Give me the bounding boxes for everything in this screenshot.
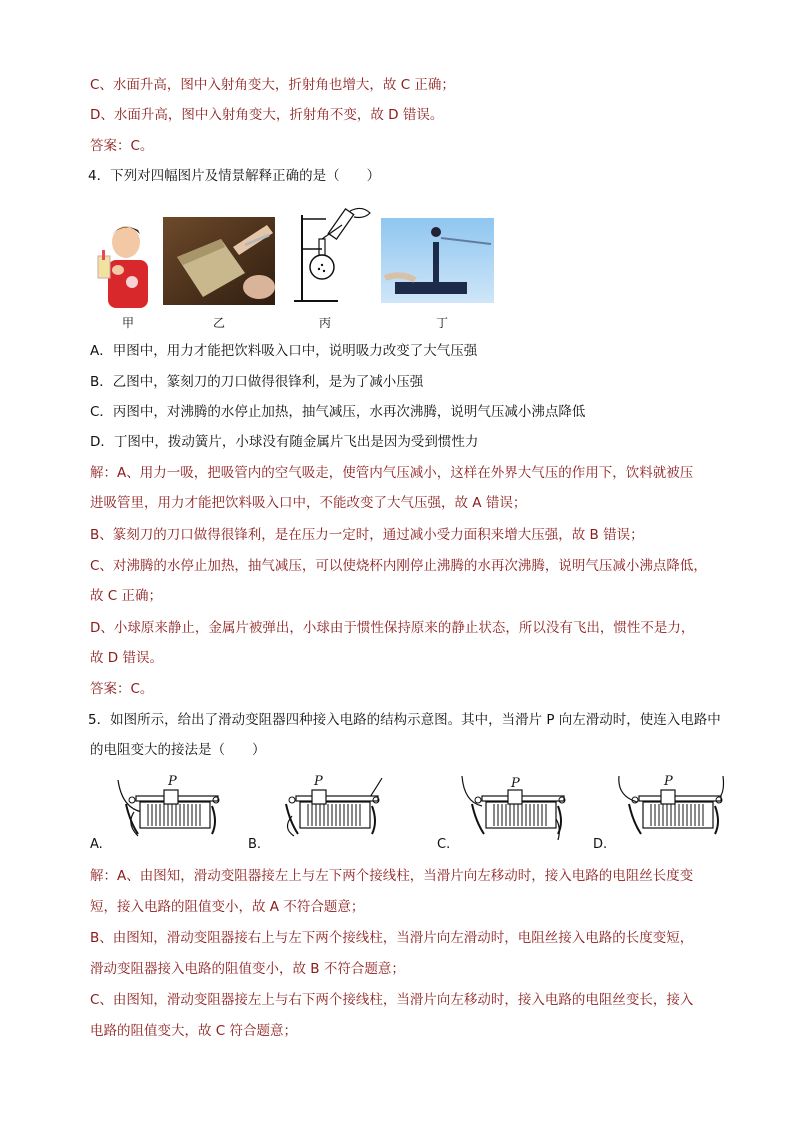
slider-label-d: P [664, 774, 673, 789]
option-5-a-label: A. [90, 837, 103, 852]
caption-jia: 甲 [121, 316, 134, 330]
rheostat-b [272, 772, 384, 842]
caption-yi: 乙 [212, 316, 225, 330]
solution-5-c-line1: C、由图知，滑动变阻器接左上与右下两个接线柱，当滑片向左移动时，接入电路的电阻丝变长，接入 [90, 992, 694, 1008]
slider-label-a: P [168, 774, 177, 789]
option-4-a: A．甲图中，用力才能把饮料吸入口中，说明吸力改变了大气压强 [90, 343, 478, 359]
flask-apparatus-image [292, 205, 376, 305]
solution-4-a-line2: 进吸管里，用力才能把饮料吸入口中，不能改变了大气压强，故 A 错误； [90, 495, 527, 511]
solution-4-a-line1: 解：A、用力一吸，把吸管内的空气吸走，使管内气压减小，这样在外界大气压的作用下，饮料就被压 [90, 465, 694, 481]
seal-carving-image [163, 217, 275, 305]
prev-answer: 答案：C。 [90, 138, 154, 154]
solution-4-d-line2: 故 D 错误。 [90, 650, 163, 666]
solution-5-b-line1: B、由图知，滑动变阻器接右上与左下两个接线柱，当滑片向左滑动时，电阻丝接入电路的长度变短， [90, 930, 694, 946]
answer-4: 答案：C。 [90, 681, 154, 697]
boy-drinking-image [92, 220, 152, 308]
slider-label-c: P [511, 776, 520, 791]
solution-4-c-line2: 故 C 正确； [90, 588, 163, 604]
caption-ding: 丁 [435, 316, 448, 330]
solution-5-b-line2: 滑动变阻器接入电路的阻值变小，故 B 不符合题意； [90, 961, 405, 977]
option-4-c: C．丙图中，对沸腾的水停止加热，抽气减压，水再次沸腾，说明气压减小沸点降低 [90, 404, 586, 420]
question-5-stem-line1: 5．如图所示，给出了滑动变阻器四种接入电路的结构示意图。其中，当滑片 P 向左滑动时，使连入电路中 [88, 712, 721, 728]
solution-5-a-line2: 短，接入电路的阻值变小，故 A 不符合题意； [90, 899, 365, 915]
prev-solution-c: C、水面升高，图中入射角变大，折射角也增大，故 C 正确； [90, 77, 455, 93]
option-5-c-label: C. [437, 837, 451, 852]
solution-5-c-line2: 电路的阻值变大，故 C 符合题意； [90, 1023, 298, 1039]
slider-label-b: P [314, 774, 323, 789]
option-4-b: B．乙图中，篆刻刀的刀口做得很锋利，是为了减小压强 [90, 374, 424, 390]
solution-4-b: B、篆刻刀的刀口做得很锋利，是在压力一定时，通过减小受力面积来增大压强，故 B 错误； [90, 527, 644, 543]
option-5-b-label: B. [248, 837, 262, 852]
prev-solution-d: D、水面升高，图中入射角变大，折射角不变，故 D 错误。 [90, 107, 444, 123]
solution-4-c-line1: C、对沸腾的水停止加热，抽气减压，可以使烧杯内刚停止沸腾的水再次沸腾，说明气压减小沸点降低， [90, 558, 707, 574]
question-5-stem-line2: 的电阻变大的接法是（ ） [90, 742, 266, 758]
option-5-d-label: D. [593, 837, 608, 852]
solution-4-d-line1: D、小球原来静止，金属片被弹出，小球由于惯性保持原来的静止状态，所以没有飞出，惯性不是力， [90, 620, 695, 636]
question-4-stem: 4．下列对四幅图片及情景解释正确的是（ ） [88, 168, 381, 184]
solution-5-a-line1: 解：A、由图知，滑动变阻器接左上与左下两个接线柱，当滑片向左移动时，接入电路的电阻丝长度变 [90, 868, 694, 884]
option-4-d: D．丁图中，拨动簧片，小球没有随金属片飞出是因为受到惯性力 [90, 434, 479, 450]
inertia-demo-image [381, 218, 494, 303]
caption-bing: 丙 [318, 316, 331, 330]
